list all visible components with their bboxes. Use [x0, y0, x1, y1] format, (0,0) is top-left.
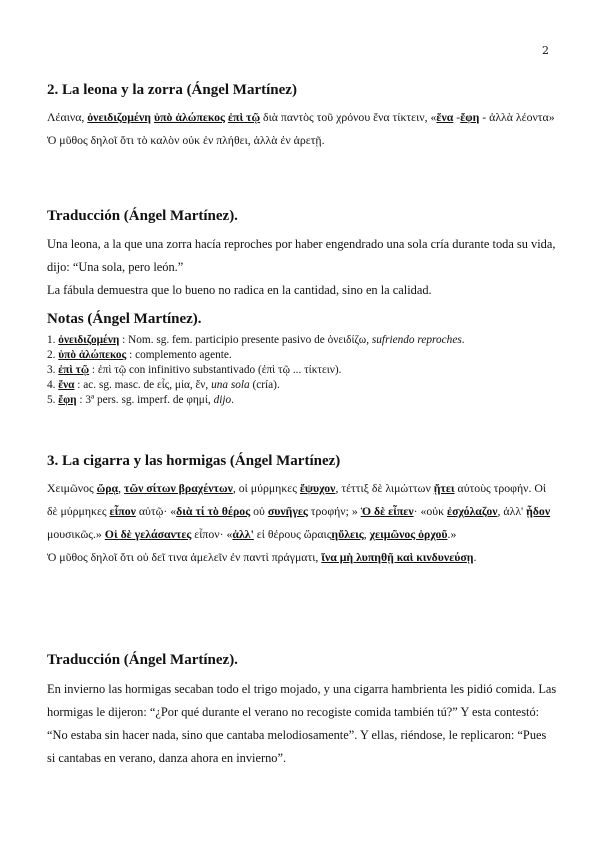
section-2-greek-text: Χειμῶνος ὥρᾳ, τῶν σίτων βραχέντων, οἱ μύρμηκες ἔψυχον, τέττιξ δὲ λιμώττων ᾔτει αὐτοὺς τροφήν. Οἱ δὲ μύρμηκες εἶπον αὐτῷ· «διὰ τί τὸ θέρος οὐ συνῆγες τροφήν; » Ὁ δὲ εἶπεν· «οὐκ ἐσχόλαζον, ἀλλ' ᾖδον μουσικῶς.» Οἱ δὲ γελάσαντες εἶπον· «ἀλλ' εἰ θέρους ὥραιςηὔλεις, χειμῶνος ὀρχοῦ.» Ὁ μῦθος δηλοῖ ὅτι οὐ δεῖ τινα ἀμελεῖν ἐν παντὶ πράγματι, ἵνα μὴ λυπηθῇ καὶ κινδυνεύσῃ. [47, 477, 557, 569]
section-1-moral: Ὁ μῦθος δηλοῖ ὅτι τὸ καλὸν οὐκ ἐν πλήθει, ἀλλὰ ἐν ἀρετῇ. [47, 133, 325, 147]
section-1-greek-text: Λέαινα, ὀνειδιζομένη ὑπὸ ἀλώπεκος ἐπὶ τῷ διὰ παντὸς τοῦ χρόνου ἕνα τίκτειν, «ἕνα -ἔφη - ἀλλὰ λέοντα» Ὁ μῦθος δηλοῖ ὅτι τὸ καλὸν οὐκ ἐν πλήθει, ἀλλὰ ἐν ἀρετῇ. [47, 106, 557, 152]
section-1-heading: 2. La leona y la zorra (Ángel Martínez) [47, 82, 297, 98]
note-item: 3. ἐπὶ τῷ : ἐπὶ τῷ con infinitivo substantivado (ἐπὶ τῷ ... τίκτειν). [47, 364, 342, 376]
page-number: 2 [542, 44, 549, 57]
note-item: 2. ὑπὸ ἀλώπεκος : complemento agente. [47, 349, 232, 361]
section-1-translation-heading: Traducción (Ángel Martínez). [47, 208, 238, 224]
section-2-translation: En invierno las hormigas secaban todo el trigo mojado, y una cigarra hambrienta les pidió comida. Las hormigas le dijeron: “¿Por qué durante el verano no recogiste comida también tú?” Y esta contestó: “No estaba sin hacer nada, sino que cantaba melodiosamente”. Y ellas, riéndose, le replicaron: “Pues si cantabas en verano, danza ahora en invierno”. [47, 682, 557, 765]
section-1-notes-list [47, 333, 557, 408]
note-item: 5. ἔφη : 3ª pers. sg. imperf. de φημί, dijo. [47, 394, 234, 406]
section-2-translation-heading: Traducción (Ángel Martínez). [47, 652, 238, 668]
section-2-moral: Ὁ μῦθος δηλοῖ ὅτι οὐ δεῖ τινα ἀμελεῖν ἐν παντὶ πράγματι, ἵνα μὴ λυπηθῇ καὶ κινδυνεύσῃ. [47, 550, 477, 564]
note-item: 1. ὀνειδιζομένη : Nom. sg. fem. participio presente pasivo de ὀνειδίζω, sufriendo reproches. [47, 334, 465, 346]
note-item: 4. ἕνα : ac. sg. masc. de εἷς, μία, ἕν, una sola (cría). [47, 379, 280, 391]
section-1-translation: Una leona, a la que una zorra hacía reproches por haber engendrado una sola cría durante toda su vida, dijo: “Una sola, pero león.” La fábula demuestra que lo bueno no radica en la cantidad, sino en la calidad. [47, 237, 556, 297]
section-1-notes-heading: Notas (Ángel Martínez). [47, 311, 202, 327]
section-2-heading: 3. La cigarra y las hormigas (Ángel Martínez) [47, 453, 341, 469]
